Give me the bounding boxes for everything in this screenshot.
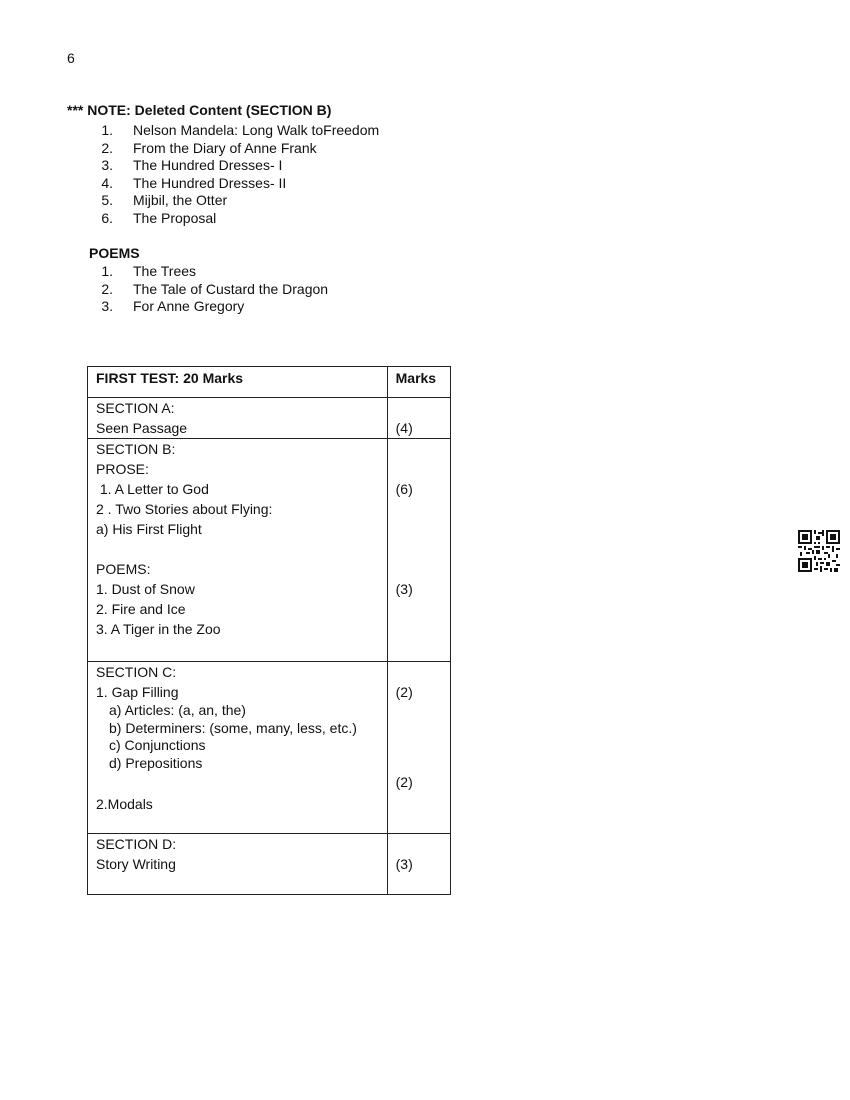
list-item: 5. Mijbil, the Otter	[101, 192, 228, 209]
deleted-poems-list	[88, 263, 328, 316]
qr-code-icon	[798, 530, 840, 572]
section-d-marks: (3)	[395, 856, 413, 872]
poem-item: 3. A Tiger in the Zoo	[96, 621, 221, 637]
sub-item: a) Articles: (a, an, the)	[109, 702, 246, 718]
table-row-section-d	[88, 834, 451, 895]
list-item: 1. The Trees	[101, 263, 197, 279]
list-item: 1. Nelson Mandela: Long Walk toFreedom	[101, 122, 380, 138]
poems-label: POEMS:	[96, 561, 151, 577]
prose-item: 1. A Letter to God	[96, 481, 209, 497]
poems-heading: POEMS	[89, 245, 140, 261]
sub-item: c) Conjunctions	[109, 737, 206, 753]
deleted-prose-list	[88, 122, 379, 228]
list-item: 2. From the Diary of Anne Frank	[101, 139, 317, 156]
list-item: 3. For Anne Gregory	[101, 298, 245, 315]
table-row-section-a	[88, 398, 451, 439]
sub-item: d) Prepositions	[109, 754, 203, 771]
table-header-title: FIRST TEST: 20 Marks	[96, 370, 244, 386]
note-heading: *** NOTE: Deleted Content (SECTION B)	[67, 102, 332, 118]
modals-item: 2.Modals	[96, 796, 153, 812]
table-header-marks: Marks	[395, 370, 437, 386]
gap-filling-item: 1. Gap Filling	[96, 684, 179, 700]
list-item: 4. The Hundred Dresses- II	[101, 174, 287, 191]
prose-item: 2 . Two Stories about Flying:	[96, 501, 273, 517]
first-test-marks-table	[87, 366, 451, 895]
gap-filling-marks: (2)	[395, 684, 413, 700]
modals-marks: (2)	[395, 774, 413, 790]
section-a-marks: (4)	[395, 420, 413, 436]
list-item: 2. The Tale of Custard the Dragon	[101, 280, 329, 297]
section-a-title: SECTION A:	[96, 400, 175, 416]
table-row-section-c	[88, 662, 451, 834]
list-item: 3. The Hundred Dresses- I	[101, 157, 283, 174]
prose-marks: (6)	[395, 481, 413, 497]
section-d-item: Story Writing	[96, 856, 176, 872]
table-row-section-b	[88, 439, 451, 662]
section-c-title: SECTION C:	[96, 664, 177, 680]
table-header-row	[88, 367, 451, 398]
list-item: 6. The Proposal	[101, 209, 217, 226]
sub-item: b) Determiners: (some, many, less, etc.)	[109, 719, 357, 736]
prose-item: a) His First Flight	[96, 521, 202, 537]
section-b-title: SECTION B:	[96, 441, 176, 457]
poem-item: 1. Dust of Snow	[96, 581, 195, 597]
page-number: 6	[67, 50, 75, 66]
prose-label: PROSE:	[96, 461, 149, 477]
section-a-item: Seen Passage	[96, 420, 188, 436]
section-d-title: SECTION D:	[96, 836, 177, 852]
poems-marks: (3)	[395, 581, 413, 597]
poem-item: 2. Fire and Ice	[96, 601, 186, 617]
